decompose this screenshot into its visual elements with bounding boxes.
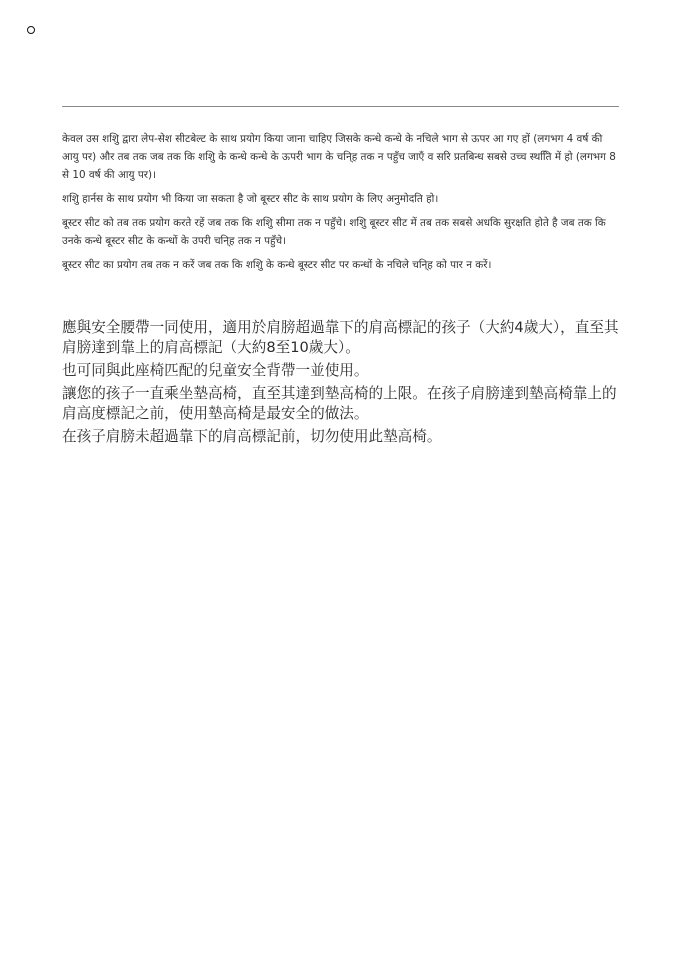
chinese-paragraph: 讓您的孩子一直乘坐墊高椅，直至其達到墊高椅的上限。在孩子肩膀達到墊高椅靠上的肩高度標記之前，使用墊高椅是最安全的做法。: [62, 385, 617, 422]
bullet-circle-icon: [27, 26, 35, 34]
section-divider: [62, 106, 619, 107]
hindi-paragraph: केवल उस शशिु द्वारा लेप-सेश सीटबेल्ट के साथ प्रयोग किया जाना चाहिए जिसके कन्धे कन्धे के नचिले भाग से ऊपर आ गए हों (लगभग 4 वर्ष की आयु पर) और तब तक जब तक कि शशिु के कन्धे कन्धे के ऊपरी भाग के चनि्ह तक न पहुँच जाएँ व सरि प्रतबिन्ध सबसे उच्च स्थतिि में हो (लगभग 8 से 10 वर्ष की आयु पर)।: [62, 133, 616, 181]
chinese-paragraph: 也可同與此座椅匹配的兒童安全背帶一並使用。: [62, 362, 369, 379]
hindi-paragraph: बूस्टर सीट को तब तक प्रयोग करते रहें जब तक कि शशिु सीमा तक न पहुँचे। शशिु बूस्टर सीट में तब तक सबसे अधकि सुरक्षति होते है जब तक कि उनके कन्धे बूस्टर सीट के कन्धों के उपरी चनि्ह तक न पहुँचे।: [62, 217, 606, 247]
hindi-paragraph: शशिु हार्नस के साथ प्रयोग भी किया जा सकता है जो बूस्टर सीट के साथ प्रयोग के लिए अनुमोदति हो।: [62, 193, 439, 205]
chinese-paragraph: 在孩子肩膀未超過靠下的肩高標記前，切勿使用此墊高椅。: [62, 428, 442, 445]
hindi-paragraph: बूस्टर सीट का प्रयोग तब तक न करें जब तक कि शशिु के कन्धे बूस्टर सीट पर कन्धों के नचिले चनि्ह को पार न करें।: [62, 259, 492, 271]
chinese-paragraph: 應與安全腰帶一同使用，適用於肩膀超過靠下的肩高標記的孩子（大約4歲大），直至其肩膀達到靠上的肩高標記（大約8至10歲大）。: [62, 319, 619, 356]
chinese-instructions: [62, 318, 622, 450]
hindi-instructions: [62, 130, 620, 280]
